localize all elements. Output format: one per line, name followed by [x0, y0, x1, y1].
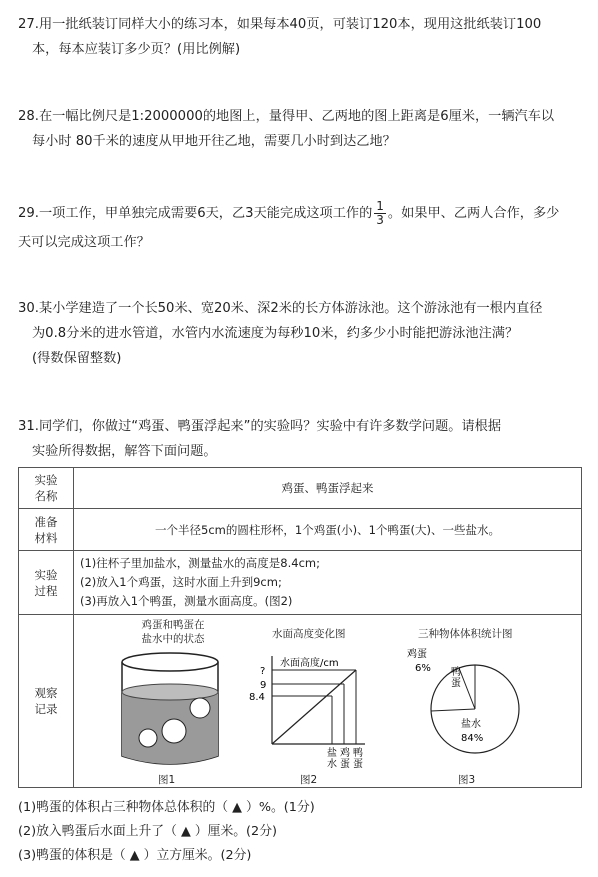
question-27 — [18, 12, 541, 62]
fraction — [374, 200, 386, 227]
tick-label: 9 — [260, 680, 267, 691]
fig1-title: 鸡蛋和鸭蛋在 盐水中的状态 — [141, 619, 205, 645]
height-line — [272, 670, 356, 744]
q31-line2: 实验所得数据，解答下面问题。 — [32, 444, 217, 459]
q27-line1: 27.用一批纸装订同样大小的练习本，如果每本40页，可装订120本，现用这批纸装订100 — [18, 17, 542, 32]
pie-label-salt: 盐水 — [461, 719, 481, 730]
process-step-1: (1)往杯子里加盐水，测量盐水的高度是8.4cm; — [80, 556, 320, 570]
pie-label-salt-pct: 84% — [461, 733, 484, 744]
q28-line1: 28.在一幅比例尺是1:2000000的地图上，量得甲、乙两地的图上距离是6厘米，一辆汽车以 — [18, 109, 555, 124]
tick-label: ? — [260, 666, 266, 677]
row-value-name: 鸡蛋、鸭蛋浮起来 — [74, 468, 582, 509]
pie-label-egg: 鸡蛋 — [407, 649, 427, 660]
row-label-name: 实验 名称 — [19, 468, 74, 509]
q29-text-b: 。如果甲、乙两人合作，多少 — [387, 206, 560, 221]
q28-line2: 每小时 80千米的速度从甲地开往乙地，需要几小时到达乙地？ — [32, 134, 396, 149]
fig2-caption: 图2 — [300, 774, 318, 786]
table-row-process — [19, 551, 582, 615]
q29-line1 — [18, 198, 559, 230]
fig3-title: 三种物体体积统计图 — [418, 628, 513, 640]
x-label-duck: 鸭蛋 — [353, 748, 363, 770]
row-value-process — [74, 551, 582, 615]
process-step-3: (3)再放入1个鸭蛋，测量水面高度。(图2) — [80, 594, 293, 608]
egg-icon — [139, 729, 157, 747]
tick-label: 8.4 — [249, 692, 265, 703]
q30-line2: 为0.8分米的进水管道，水管内水流速度为每秒10米，约多少小时能把游泳池注满？ — [32, 326, 519, 341]
volume-pie-chart — [395, 645, 545, 770]
x-label-egg: 鸡蛋 — [340, 748, 350, 770]
answer-1: (1)鸭蛋的体积占三种物体总体积的（ ▲ ）%。(1分) — [18, 800, 315, 815]
cup-figure — [108, 648, 238, 768]
cup-rim — [122, 653, 218, 671]
row-label-process: 实验 过程 — [19, 551, 74, 615]
q27-line2: 本，每本应装订多少页？(用比例解) — [32, 42, 241, 57]
duck-egg-icon — [190, 698, 210, 718]
fraction-numerator: 1 — [376, 198, 384, 213]
q29-line2: 天可以完成这项工作？ — [18, 235, 150, 250]
row-value-materials: 一个半径5cm的圆柱形杯，1个鸡蛋(小)、1个鸭蛋(大)、一些盐水。 — [74, 509, 582, 551]
table-row-name — [19, 468, 582, 509]
table-row-materials — [19, 509, 582, 551]
x-label-saltwater: 盐水 — [327, 748, 337, 770]
egg-icon — [162, 719, 186, 743]
q29-text-a: 29.一项工作，甲单独完成需要6天，乙3天能完成这项工作的 — [18, 206, 373, 221]
water-height-chart — [240, 648, 380, 778]
q31-line1: 31.同学们，你做过“鸡蛋、鸭蛋浮起来”的实验吗？实验中有许多数学问题。请根据 — [18, 419, 502, 434]
fig3-caption: 图3 — [458, 774, 476, 786]
pie-label-egg-pct: 6% — [415, 663, 431, 674]
answer-3: (3)鸭蛋的体积是（ ▲ ）立方厘米。(2分) — [18, 848, 252, 863]
question-31 — [18, 414, 501, 464]
question-30 — [18, 296, 542, 371]
q30-line1: 30.某小学建造了一个长50米、宽20米、深2米的长方体游泳池。这个游泳池有一根内直径 — [18, 301, 543, 316]
pie-label-duck: 鸭蛋 — [451, 667, 461, 689]
answer-2: (2)放入鸭蛋后水面上升了（ ▲ ）厘米。(2分) — [18, 824, 277, 839]
fig2-title: 水面高度变化图 — [272, 628, 346, 640]
y-axis-label: 水面高度/cm — [280, 658, 339, 669]
question-28 — [18, 104, 554, 154]
fig1-caption: 图1 — [158, 774, 176, 786]
row-label-observation: 观察 记录 — [19, 615, 74, 788]
process-step-2: (2)放入1个鸡蛋，这时水面上升到9cm; — [80, 575, 282, 589]
q30-line3: (得数保留整数) — [32, 351, 122, 366]
question-29 — [18, 198, 559, 255]
row-label-materials: 准备 材料 — [19, 509, 74, 551]
water-surface — [122, 684, 218, 700]
fraction-denominator: 3 — [376, 212, 384, 227]
